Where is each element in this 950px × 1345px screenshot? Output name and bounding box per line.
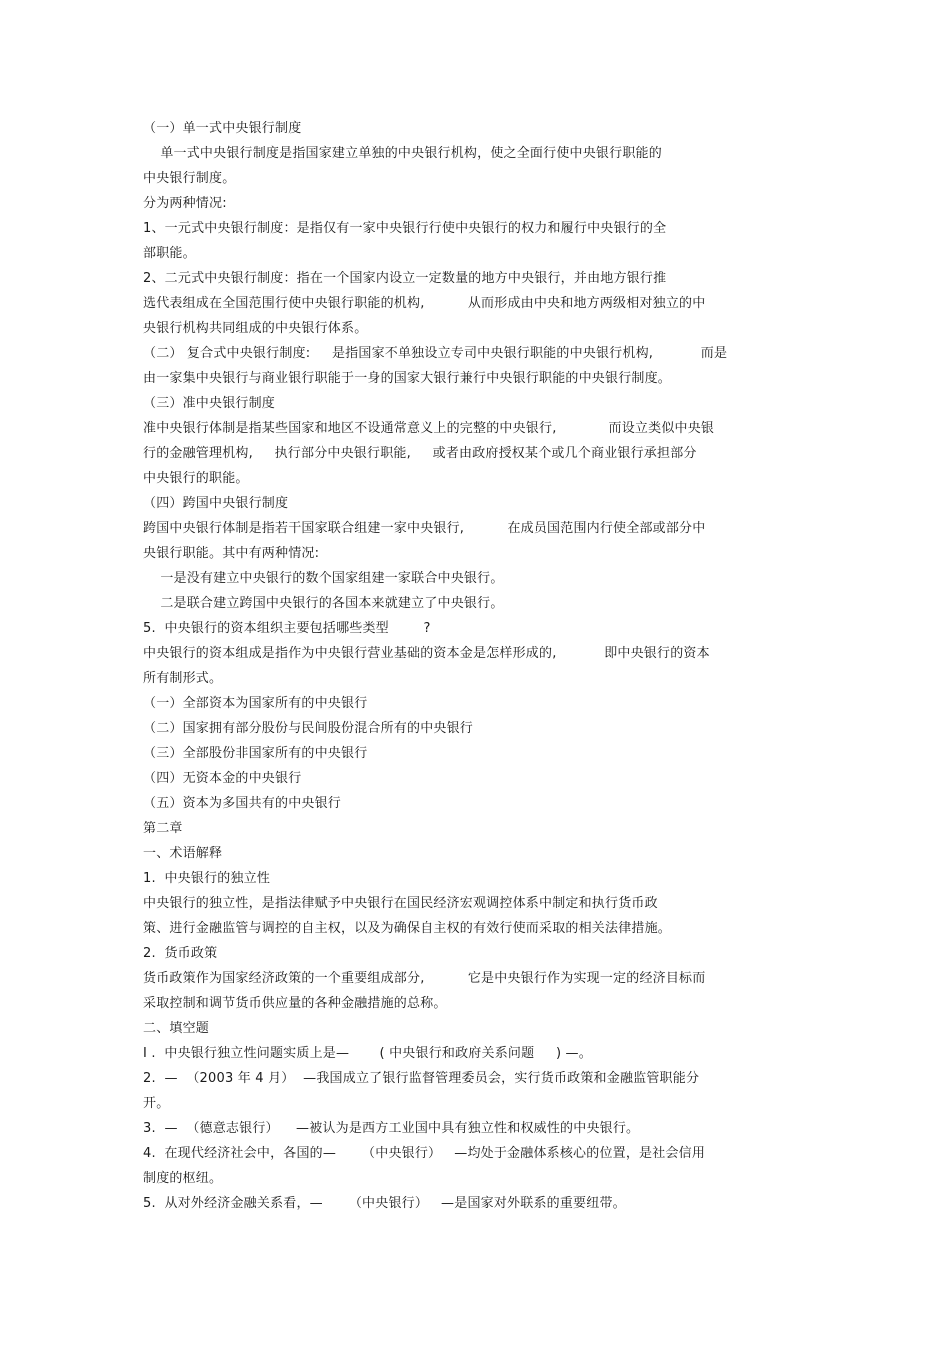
text-line: 央银行职能。其中有两种情况: bbox=[143, 546, 320, 561]
text-line: 中央银行的资本组成是指作为中央银行营业基础的资本金是怎样形成的, 即中央银行的资本 bbox=[143, 646, 710, 661]
text-line: 选代表组成在全国范围行使中央银行职能的机构, 从而形成由中央和地方两级相对独立的中 bbox=[143, 296, 706, 311]
text-line: 单一式中央银行制度是指国家建立单独的中央银行机构，使之全面行使中央银行职能的 bbox=[143, 146, 662, 161]
text-line: 一是没有建立中央银行的数个国家组建一家联合中央银行。 bbox=[143, 571, 504, 586]
text-line: 一、术语解释 bbox=[143, 846, 223, 861]
text-line: 制度的枢纽。 bbox=[143, 1171, 223, 1186]
text-line: 1. 中央银行的独立性 bbox=[143, 871, 271, 886]
text-line: 分为两种情况: bbox=[143, 196, 227, 211]
text-line: （三）准中央银行制度 bbox=[143, 396, 276, 411]
text-line: 2. 货币政策 bbox=[143, 946, 218, 961]
text-line: 4. 在现代经济社会中，各国的— （中央银行） —均处于金融体系核心的位置，是社会信用 bbox=[143, 1146, 706, 1161]
text-line: 开。 bbox=[143, 1096, 170, 1111]
text-line: 二是联合建立跨国中央银行的各国本来就建立了中央银行。 bbox=[143, 596, 504, 611]
text-line: 3. — （德意志银行） —被认为是西方工业国中具有独立性和权威性的中央银行。 bbox=[143, 1121, 640, 1136]
text-line: 所有制形式。 bbox=[143, 671, 223, 686]
text-line: 二、填空题 bbox=[143, 1021, 210, 1036]
text-line: 货币政策作为国家经济政策的一个重要组成部分, 它是中央银行作为实现一定的经济目标而 bbox=[143, 971, 706, 986]
text-line: （三）全部股份非国家所有的中央银行 bbox=[143, 746, 368, 761]
text-line: 部职能。 bbox=[143, 246, 196, 261]
text-line: 中央银行的独立性，是指法律赋予中央银行在国民经济宏观调控体系中制定和执行货币政 bbox=[143, 896, 658, 911]
text-line: 采取控制和调节货币供应量的各种金融措施的总称。 bbox=[143, 996, 447, 1011]
text-line: （一）全部资本为国家所有的中央银行 bbox=[143, 696, 368, 711]
text-line: （四）跨国中央银行制度 bbox=[143, 496, 289, 511]
text-line: 跨国中央银行体制是指若干国家联合组建一家中央银行, 在成员国范围内行使全部或部分中 bbox=[143, 521, 706, 536]
text-line: 由一家集中央银行与商业银行职能于一身的国家大银行兼行中央银行职能的中央银行制度。 bbox=[143, 371, 672, 386]
text-line: 5. 从对外经济金融关系看，— （中央银行） —是国家对外联系的重要纽带。 bbox=[143, 1196, 626, 1211]
text-line: 2. — （2003 年 4 月） —我国成立了银行监督管理委员会，实行货币政策和金融监管职能分 bbox=[143, 1071, 700, 1086]
text-line: 1、一元式中央银行制度：是指仅有一家中央银行行使中央银行的权力和履行中央银行的全 bbox=[143, 221, 667, 236]
text-line: 策、进行金融监管与调控的自主权，以及为确保自主权的有效行使而采取的相关法律措施。 bbox=[143, 921, 672, 936]
text-line: （五）资本为多国共有的中央银行 bbox=[143, 796, 342, 811]
text-line: （二） 复合式中央银行制度: 是指国家不单独设立专司中央银行职能的中央银行机构, 而是 bbox=[143, 346, 728, 361]
text-line: （四）无资本金的中央银行 bbox=[143, 771, 302, 786]
text-line: I . 中央银行独立性问题实质上是— ( 中央银行和政府关系问题 ) —。 bbox=[143, 1046, 592, 1061]
text-line: （二）国家拥有部分股份与民间股份混合所有的中央银行 bbox=[143, 721, 474, 736]
text-line: 中央银行的职能。 bbox=[143, 471, 249, 486]
text-line: 第二章 bbox=[143, 821, 183, 836]
text-line: 2、二元式中央银行制度：指在一个国家内设立一定数量的地方中央银行，并由地方银行推 bbox=[143, 271, 667, 286]
text-line: 行的金融管理机构, 执行部分中央银行职能, 或者由政府授权某个或几个商业银行承担部分 bbox=[143, 446, 697, 461]
text-line: 准中央银行体制是指某些国家和地区不设通常意义上的完整的中央银行, 而设立类似中央银 bbox=[143, 421, 715, 436]
text-line: 央银行机构共同组成的中央银行体系。 bbox=[143, 321, 368, 336]
text-line: 中央银行制度。 bbox=[143, 171, 236, 186]
text-line: （一）单一式中央银行制度 bbox=[143, 121, 302, 136]
text-line: 5. 中央银行的资本组织主要包括哪些类型 ? bbox=[143, 621, 431, 636]
